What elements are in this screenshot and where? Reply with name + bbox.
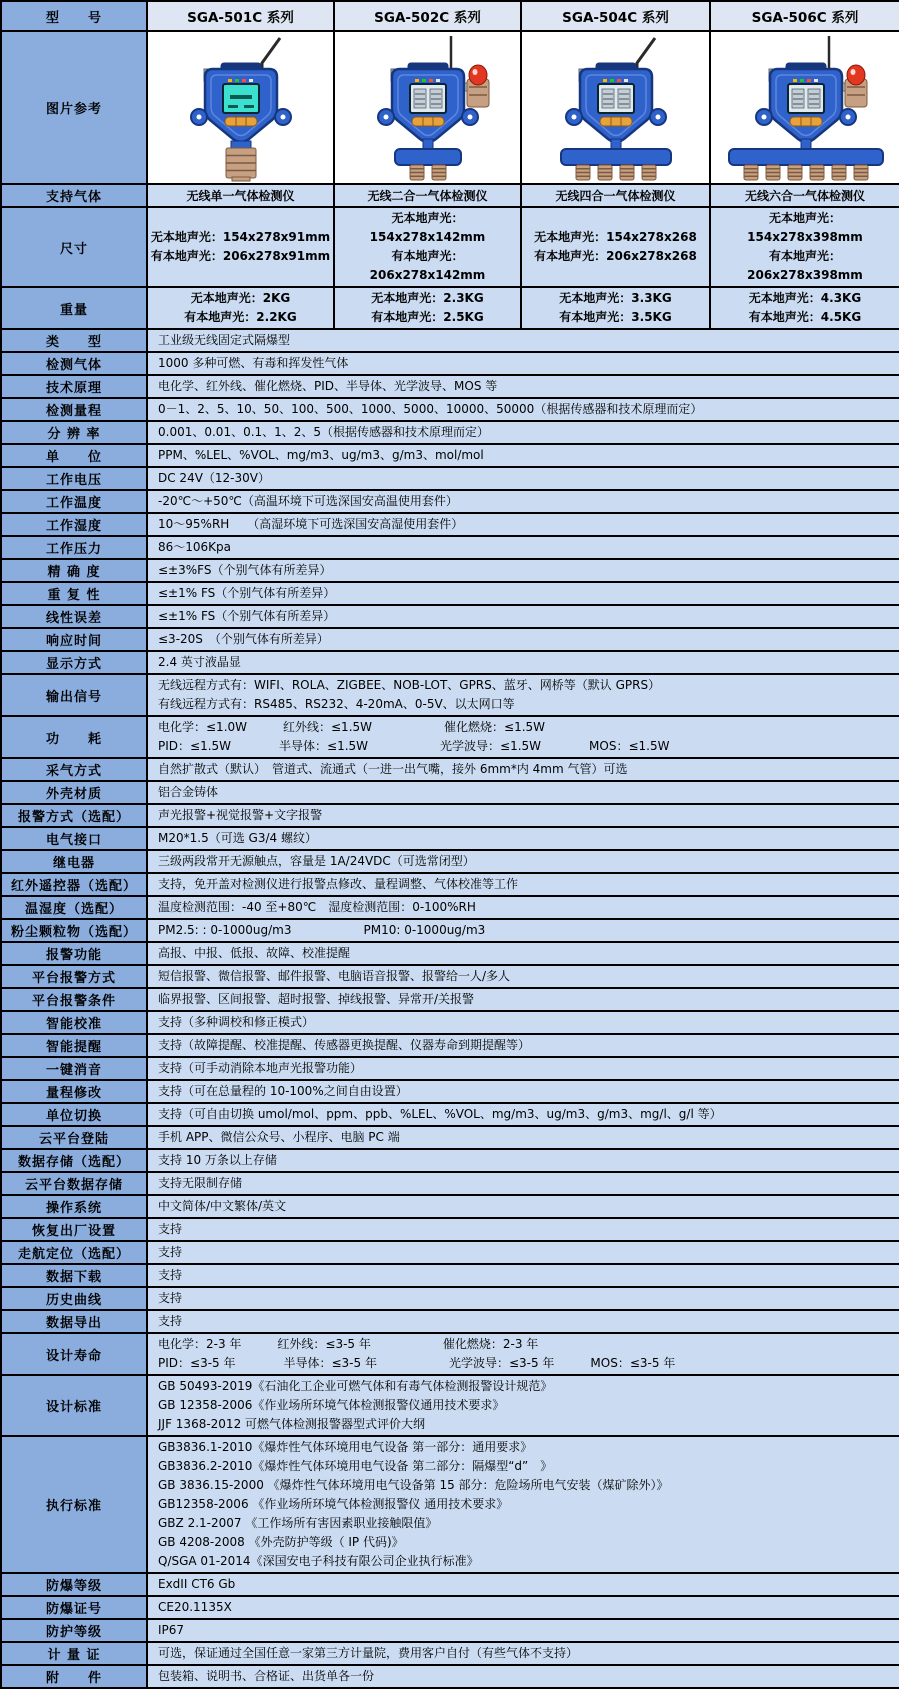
spec-row bbox=[1, 1172, 899, 1195]
sensor-barrel-icon bbox=[226, 148, 256, 178]
spec-row bbox=[1, 1375, 899, 1436]
spec-value bbox=[147, 1149, 899, 1172]
model-header-row bbox=[1, 1, 899, 31]
value-line: GB3836.2-2010《爆炸性气体环境用电气设备 第二部分：隔爆型“d” 》 bbox=[158, 1459, 553, 1473]
row-label: 报警功能 bbox=[1, 942, 147, 965]
spec-row bbox=[1, 873, 899, 896]
sensor-barrel-icon bbox=[410, 165, 424, 180]
spec-value bbox=[147, 651, 899, 674]
value-line: 支持（可手动消除本地声光报警功能） bbox=[158, 1061, 363, 1075]
detector-head bbox=[566, 63, 666, 142]
mounting-ear-icon bbox=[191, 109, 207, 125]
lcd-screen bbox=[598, 84, 634, 113]
row-label: 计 量 证 bbox=[1, 1642, 147, 1665]
spec-value bbox=[147, 1287, 899, 1310]
button-panel bbox=[600, 117, 632, 126]
spec-row bbox=[1, 1195, 899, 1218]
spec-row bbox=[1, 398, 899, 421]
spec-value bbox=[147, 942, 899, 965]
value-line: GB12358-2006 《作业场所环境气体检测报警仪 通用技术要求》 bbox=[158, 1497, 509, 1511]
spec-value bbox=[147, 1436, 899, 1573]
spec-value bbox=[147, 398, 899, 421]
model-header: SGA-506C 系列 bbox=[710, 1, 899, 31]
spec-row bbox=[1, 1333, 899, 1375]
spec-value bbox=[147, 1172, 899, 1195]
value-line: Q/SGA 01-2014《深国安电子科技有限公司企业执行标准》 bbox=[158, 1554, 479, 1568]
spec-row bbox=[1, 559, 899, 582]
row-label: 防护等级 bbox=[1, 1619, 147, 1642]
spec-value bbox=[147, 375, 899, 398]
value-line: 无本地声光：154x278x398mm bbox=[747, 211, 863, 244]
spec-value bbox=[147, 1126, 899, 1149]
spec-row bbox=[1, 605, 899, 628]
spec-value bbox=[147, 1057, 899, 1080]
spec-value bbox=[147, 1241, 899, 1264]
value-line: 支持 bbox=[158, 1222, 183, 1236]
row-label: 分 辨 率 bbox=[1, 421, 147, 444]
spec-value bbox=[147, 716, 899, 758]
value-line: 电化学：2-3 年 红外线：≤3-5 年 催化燃烧：2-3 年 bbox=[158, 1337, 539, 1351]
value-line: 无本地声光：3.3KG bbox=[559, 291, 672, 305]
sensor-barrel-icon bbox=[788, 165, 802, 180]
row-label: 工作压力 bbox=[1, 536, 147, 559]
spec-row bbox=[1, 1149, 899, 1172]
value-line: 有本地声光：206x278x268 bbox=[534, 249, 697, 263]
row-label: 支持气体 bbox=[1, 184, 147, 207]
row-label: 响应时间 bbox=[1, 628, 147, 651]
value-line: 温度检测范围：-40 至+80℃ 湿度检测范围：0-100%RH bbox=[158, 900, 476, 914]
spec-row bbox=[1, 896, 899, 919]
row-label: 历史曲线 bbox=[1, 1287, 147, 1310]
spec-value bbox=[147, 582, 899, 605]
spec-row bbox=[1, 1310, 899, 1333]
row-label: 工作温度 bbox=[1, 490, 147, 513]
spec-row bbox=[1, 1287, 899, 1310]
size-row-value bbox=[147, 207, 334, 287]
button-panel bbox=[790, 117, 822, 126]
value-line: 支持（可在总量程的 10-100%之间自由设置） bbox=[158, 1084, 408, 1098]
spec-row bbox=[1, 965, 899, 988]
row-label: 继电器 bbox=[1, 850, 147, 873]
value-line: 无本地声光：154x278x91mm bbox=[150, 230, 331, 244]
spec-value bbox=[147, 513, 899, 536]
spec-value bbox=[147, 536, 899, 559]
spec-value bbox=[147, 605, 899, 628]
header-label: 型 号 bbox=[1, 1, 147, 31]
gas-type-value: 无线六合一气体检测仪 bbox=[710, 184, 899, 207]
value-line: 有本地声光：206x278x398mm bbox=[747, 249, 863, 282]
mounting-ear-icon bbox=[378, 109, 394, 125]
value-line: PID：≤3-5 年 半导体：≤3-5 年 光学波导：≤3-5 年 MOS：≤3-5 年 bbox=[158, 1356, 676, 1370]
row-label: 技术原理 bbox=[1, 375, 147, 398]
sensor-barrel-icon bbox=[810, 165, 824, 180]
value-line: 无本地声光：2KG bbox=[190, 291, 291, 305]
row-label: 单 位 bbox=[1, 444, 147, 467]
sensor-barrel-icon bbox=[620, 165, 634, 180]
mounting-ear-icon bbox=[756, 109, 772, 125]
spec-row bbox=[1, 827, 899, 850]
spec-row bbox=[1, 1103, 899, 1126]
spec-value bbox=[147, 965, 899, 988]
spec-value bbox=[147, 1103, 899, 1126]
row-label: 重量 bbox=[1, 287, 147, 329]
spec-value bbox=[147, 1034, 899, 1057]
product-image-sga-501c bbox=[147, 31, 334, 184]
row-label: 附 件 bbox=[1, 1665, 147, 1688]
value-line: 三级两段常开无源触点，容量是 1A/24VDC（可选常闭型） bbox=[158, 854, 475, 868]
row-label: 智能提醒 bbox=[1, 1034, 147, 1057]
button-panel bbox=[225, 117, 257, 126]
spec-value bbox=[147, 988, 899, 1011]
spec-row bbox=[1, 490, 899, 513]
value-line: GB 4208-2008 《外壳防护等级（ IP 代码)》 bbox=[158, 1535, 404, 1549]
value-line: 铝合金铸体 bbox=[158, 785, 219, 799]
spec-value bbox=[147, 490, 899, 513]
spec-value bbox=[147, 896, 899, 919]
value-line: PID：≤1.5W 半导体：≤1.5W 光学波导：≤1.5W MOS：≤1.5W bbox=[158, 739, 670, 753]
value-line: GB3836.1-2010《爆炸性气体环境用电气设备 第一部分：通用要求》 bbox=[158, 1440, 533, 1454]
detector-head bbox=[756, 63, 856, 142]
row-label: 精 确 度 bbox=[1, 559, 147, 582]
lcd-screen bbox=[410, 84, 446, 113]
spec-row bbox=[1, 1034, 899, 1057]
size-row bbox=[1, 207, 899, 287]
value-line: IP67 bbox=[158, 1623, 185, 1637]
value-line: PM2.5: : 0-1000ug/m3 PM10: 0-1000ug/m3 bbox=[158, 923, 486, 937]
spec-row bbox=[1, 1642, 899, 1665]
spec-value bbox=[147, 329, 899, 352]
spec-row bbox=[1, 674, 899, 716]
row-label: 粉尘颗粒物（选配） bbox=[1, 919, 147, 942]
spec-value bbox=[147, 444, 899, 467]
value-line: 电化学：≤1.0W 红外线：≤1.5W 催化燃烧：≤1.5W bbox=[158, 720, 546, 734]
sensor-barrel-icon bbox=[642, 165, 656, 180]
spec-value bbox=[147, 1642, 899, 1665]
spec-value bbox=[147, 559, 899, 582]
row-label: 检测气体 bbox=[1, 352, 147, 375]
value-line: 支持 bbox=[158, 1245, 183, 1259]
value-line: 声光报警+视觉报警+文字报警 bbox=[158, 808, 323, 822]
row-label: 设计标准 bbox=[1, 1375, 147, 1436]
row-label: 设计寿命 bbox=[1, 1333, 147, 1375]
spec-value bbox=[147, 467, 899, 490]
spec-value bbox=[147, 804, 899, 827]
row-label: 操作系统 bbox=[1, 1195, 147, 1218]
value-line: 自然扩散式（默认） 管道式、流通式（一进一出气嘴，接外 6mm*内 4mm 气管）可选 bbox=[158, 762, 628, 776]
value-line: GB 12358-2006《作业场所环境气体检测报警仪通用技术要求》 bbox=[158, 1398, 505, 1412]
spec-row bbox=[1, 513, 899, 536]
row-label: 一键消音 bbox=[1, 1057, 147, 1080]
sensor-barrel-icon bbox=[744, 165, 758, 180]
gas-detector-illustration bbox=[148, 33, 333, 182]
spec-row bbox=[1, 1573, 899, 1596]
spec-row bbox=[1, 919, 899, 942]
spec-row bbox=[1, 375, 899, 398]
mounting-ear-icon bbox=[275, 109, 291, 125]
detector-head bbox=[378, 63, 478, 142]
spec-value bbox=[147, 1375, 899, 1436]
row-label: 数据存储（选配） bbox=[1, 1149, 147, 1172]
row-label: 量程修改 bbox=[1, 1080, 147, 1103]
row-label: 走航定位（选配） bbox=[1, 1241, 147, 1264]
spec-row bbox=[1, 988, 899, 1011]
spec-row bbox=[1, 1218, 899, 1241]
gas-type-value: 无线单一气体检测仪 bbox=[147, 184, 334, 207]
spec-row bbox=[1, 1264, 899, 1287]
value-line: 0－1、2、5、10、50、100、500、1000、5000、10000、50000（根据传感器和技术原理而定） bbox=[158, 402, 703, 416]
spec-row bbox=[1, 444, 899, 467]
value-line: 支持（故障提醒、校准提醒、传感器更换提醒、仪器寿命到期提醒等） bbox=[158, 1038, 531, 1052]
row-label: 报警方式（选配） bbox=[1, 804, 147, 827]
gas-type-value: 无线二合一气体检测仪 bbox=[334, 184, 521, 207]
value-line: ≤±1% FS（个别气体有所差异） bbox=[158, 586, 336, 600]
row-label: 执行标准 bbox=[1, 1436, 147, 1573]
row-label: 检测量程 bbox=[1, 398, 147, 421]
row-label: 恢复出厂设置 bbox=[1, 1218, 147, 1241]
value-line: 支持 10 万条以上存储 bbox=[158, 1153, 277, 1167]
value-line: 支持 bbox=[158, 1268, 183, 1282]
value-line: 有本地声光：2.5KG bbox=[371, 310, 484, 324]
spec-row bbox=[1, 536, 899, 559]
row-label: 云平台登陆 bbox=[1, 1126, 147, 1149]
value-line: 中文简体/中文繁体/英文 bbox=[158, 1199, 287, 1213]
value-line: 电化学、红外线、催化燃烧、PID、半导体、光学波导、MOS 等 bbox=[158, 379, 498, 393]
row-label: 单位切换 bbox=[1, 1103, 147, 1126]
spec-value bbox=[147, 628, 899, 651]
value-line: 支持，免开盖对检测仪进行报警点修改、量程调整、气体校准等工作 bbox=[158, 877, 519, 891]
detector-head bbox=[191, 63, 291, 142]
value-line: 支持无限制存储 bbox=[158, 1176, 243, 1190]
product-image-sga-504c bbox=[521, 31, 710, 184]
gas-detector-illustration bbox=[335, 33, 520, 182]
gas-detector-illustration bbox=[713, 33, 898, 182]
spec-value bbox=[147, 781, 899, 804]
row-label: 防爆等级 bbox=[1, 1573, 147, 1596]
row-label: 显示方式 bbox=[1, 651, 147, 674]
spec-row bbox=[1, 781, 899, 804]
spec-row bbox=[1, 1665, 899, 1688]
sensor-barrel-icon bbox=[432, 165, 446, 180]
value-line: 可选，保证通过全国任意一家第三方计量院，费用客户自付（有些气体不支持） bbox=[158, 1646, 579, 1660]
value-line: 短信报警、微信报警、邮件报警、电脑语音报警、报警给一人/多人 bbox=[158, 969, 511, 983]
size-row-value bbox=[710, 207, 899, 287]
value-line: 支持 bbox=[158, 1291, 183, 1305]
row-label: 数据导出 bbox=[1, 1310, 147, 1333]
row-label: 输出信号 bbox=[1, 674, 147, 716]
spec-value bbox=[147, 1619, 899, 1642]
size-row-value bbox=[334, 207, 521, 287]
spec-value bbox=[147, 1264, 899, 1287]
spec-row bbox=[1, 850, 899, 873]
spec-row bbox=[1, 1126, 899, 1149]
spec-value bbox=[147, 1080, 899, 1103]
row-label: 平台报警条件 bbox=[1, 988, 147, 1011]
spec-value bbox=[147, 352, 899, 375]
row-label: 类 型 bbox=[1, 329, 147, 352]
supported-gas-row bbox=[1, 184, 899, 207]
spec-row bbox=[1, 758, 899, 781]
value-line: 手机 APP、微信公众号、小程序、电脑 PC 端 bbox=[158, 1130, 400, 1144]
weight-row-value bbox=[334, 287, 521, 329]
spec-row bbox=[1, 1596, 899, 1619]
spec-row bbox=[1, 467, 899, 490]
value-line: 有本地声光：2.2KG bbox=[184, 310, 297, 324]
spec-row bbox=[1, 1080, 899, 1103]
spec-value bbox=[147, 1011, 899, 1034]
value-line: PPM、%LEL、%VOL、mg/m3、ug/m3、g/m3、mol/mol bbox=[158, 448, 484, 462]
value-line: 支持 bbox=[158, 1314, 183, 1328]
spec-value bbox=[147, 827, 899, 850]
weight-row bbox=[1, 287, 899, 329]
spec-value bbox=[147, 850, 899, 873]
button-panel bbox=[412, 117, 444, 126]
row-label: 图片参考 bbox=[1, 31, 147, 184]
spec-row bbox=[1, 1057, 899, 1080]
spec-row bbox=[1, 582, 899, 605]
value-line: 有本地声光：4.5KG bbox=[748, 310, 862, 324]
sensor-barrel-icon bbox=[576, 165, 590, 180]
value-line: 支持（多种调校和修正模式） bbox=[158, 1015, 315, 1029]
row-label: 采气方式 bbox=[1, 758, 147, 781]
model-header: SGA-501C 系列 bbox=[147, 1, 334, 31]
row-label: 智能校准 bbox=[1, 1011, 147, 1034]
mounting-ear-icon bbox=[462, 109, 478, 125]
value-line: ≤±3%FS（个别气体有所差异） bbox=[158, 563, 332, 577]
row-label: 工作湿度 bbox=[1, 513, 147, 536]
value-line: 工业级无线固定式隔爆型 bbox=[158, 333, 291, 347]
spec-row bbox=[1, 1241, 899, 1264]
row-label: 电气接口 bbox=[1, 827, 147, 850]
value-line: JJF 1368-2012 可燃气体检测报警器型式评价大纲 bbox=[158, 1417, 426, 1431]
value-line: GB 3836.15-2000 《爆炸性气体环境用电气设备第 15 部分：危险场所电气安装（煤矿除外）》 bbox=[158, 1478, 669, 1492]
spec-value bbox=[147, 1333, 899, 1375]
row-label: 数据下载 bbox=[1, 1264, 147, 1287]
product-image-sga-506c bbox=[710, 31, 899, 184]
value-line: 10～95%RH （高湿环境下可选深国安高湿使用套件） bbox=[158, 517, 464, 531]
sensor-barrel-icon bbox=[766, 165, 780, 180]
value-line: M20*1.5（可选 G3/4 螺纹） bbox=[158, 831, 317, 845]
spec-value bbox=[147, 421, 899, 444]
spec-row bbox=[1, 1619, 899, 1642]
spec-row bbox=[1, 421, 899, 444]
spec-value bbox=[147, 758, 899, 781]
mounting-ear-icon bbox=[566, 109, 582, 125]
value-line: ExdII CT6 Gb bbox=[158, 1577, 236, 1591]
value-line: 0.001、0.01、0.1、1、2、5（根据传感器和技术原理而定） bbox=[158, 425, 490, 439]
value-line: 2.4 英寸液晶显 bbox=[158, 655, 241, 669]
spec-row bbox=[1, 1436, 899, 1573]
weight-row-value bbox=[710, 287, 899, 329]
row-label: 重 复 性 bbox=[1, 582, 147, 605]
row-label: 红外遥控器（选配） bbox=[1, 873, 147, 896]
value-line: ≤3-20S （个别气体有所差异） bbox=[158, 632, 329, 646]
sensor-barrel-icon bbox=[854, 165, 868, 180]
row-label: 功 耗 bbox=[1, 716, 147, 758]
product-image-row bbox=[1, 31, 899, 184]
spec-value bbox=[147, 1218, 899, 1241]
spec-value bbox=[147, 674, 899, 716]
model-header: SGA-504C 系列 bbox=[521, 1, 710, 31]
spec-row bbox=[1, 942, 899, 965]
weight-row-value bbox=[147, 287, 334, 329]
row-label: 云平台数据存储 bbox=[1, 1172, 147, 1195]
value-line: 1000 多种可燃、有毒和挥发性气体 bbox=[158, 356, 349, 370]
sensor-barrel-icon bbox=[598, 165, 612, 180]
value-line: 支持（可自由切换 umol/mol、ppm、ppb、%LEL、%VOL、mg/m3、ug/m3、g/m3、mg/l、g/l 等） bbox=[158, 1107, 722, 1121]
spec-value bbox=[147, 1665, 899, 1688]
spec-row bbox=[1, 1011, 899, 1034]
spec-row bbox=[1, 352, 899, 375]
value-line: 无本地声光：154x278x268 bbox=[534, 230, 697, 244]
value-line: GB 50493-2019《石油化工企业可燃气体和有毒气体检测报警设计规范》 bbox=[158, 1379, 553, 1393]
spec-value bbox=[147, 873, 899, 896]
value-line: 无本地声光：154x278x142mm bbox=[369, 211, 486, 244]
mounting-ear-icon bbox=[650, 109, 666, 125]
value-line: 有本地声光：206x278x142mm bbox=[369, 249, 486, 282]
value-line: 临界报警、区间报警、超时报警、掉线报警、异常开/关报警 bbox=[158, 992, 475, 1006]
spec-row bbox=[1, 329, 899, 352]
spec-value bbox=[147, 1596, 899, 1619]
row-label: 工作电压 bbox=[1, 467, 147, 490]
value-line: -20℃～+50℃（高温环境下可选深国安高温使用套件） bbox=[158, 494, 458, 508]
spec-row bbox=[1, 804, 899, 827]
lcd-screen bbox=[223, 84, 259, 113]
spec-value bbox=[147, 1195, 899, 1218]
value-line: 包装箱、说明书、合格证、出货单各一份 bbox=[158, 1669, 375, 1683]
size-row-value bbox=[521, 207, 710, 287]
value-line: 无线远程方式有：WIFI、ROLA、ZIGBEE、NOB-LOT、GPRS、蓝牙、网桥等（默认 GPRS） bbox=[158, 678, 661, 692]
row-label: 防爆证号 bbox=[1, 1596, 147, 1619]
value-line: ≤±1% FS（个别气体有所差异） bbox=[158, 609, 336, 623]
gas-type-value: 无线四合一气体检测仪 bbox=[521, 184, 710, 207]
spec-row bbox=[1, 716, 899, 758]
value-line: 无本地声光：2.3KG bbox=[371, 291, 484, 305]
value-line: 高报、中报、低报、故障、校准提醒 bbox=[158, 946, 351, 960]
row-label: 外壳材质 bbox=[1, 781, 147, 804]
sensor-barrel-icon bbox=[832, 165, 846, 180]
row-label: 尺寸 bbox=[1, 207, 147, 287]
spec-value bbox=[147, 919, 899, 942]
row-label: 温湿度（选配） bbox=[1, 896, 147, 919]
spec-value bbox=[147, 1573, 899, 1596]
value-line: 86～106Kpa bbox=[158, 540, 232, 554]
value-line: DC 24V（12-30V） bbox=[158, 471, 270, 485]
model-header: SGA-502C 系列 bbox=[334, 1, 521, 31]
row-label: 平台报警方式 bbox=[1, 965, 147, 988]
value-line: GBZ 2.1-2007 《工作场所有害因素职业接触限值》 bbox=[158, 1516, 438, 1530]
spec-row bbox=[1, 651, 899, 674]
value-line: 有线远程方式有：RS485、RS232、4-20mA、0-5V、以太网口等 bbox=[158, 697, 515, 711]
mounting-ear-icon bbox=[840, 109, 856, 125]
gas-detector-illustration bbox=[523, 33, 708, 182]
row-label: 线性误差 bbox=[1, 605, 147, 628]
value-line: 有本地声光：206x278x91mm bbox=[150, 249, 331, 263]
lcd-screen bbox=[788, 84, 824, 113]
value-line: 有本地声光：3.5KG bbox=[559, 310, 672, 324]
value-line: 无本地声光：4.3KG bbox=[748, 291, 862, 305]
value-line: CE20.1135X bbox=[158, 1600, 232, 1614]
product-image-sga-502c bbox=[334, 31, 521, 184]
spec-value bbox=[147, 1310, 899, 1333]
weight-row-value bbox=[521, 287, 710, 329]
spec-row bbox=[1, 628, 899, 651]
